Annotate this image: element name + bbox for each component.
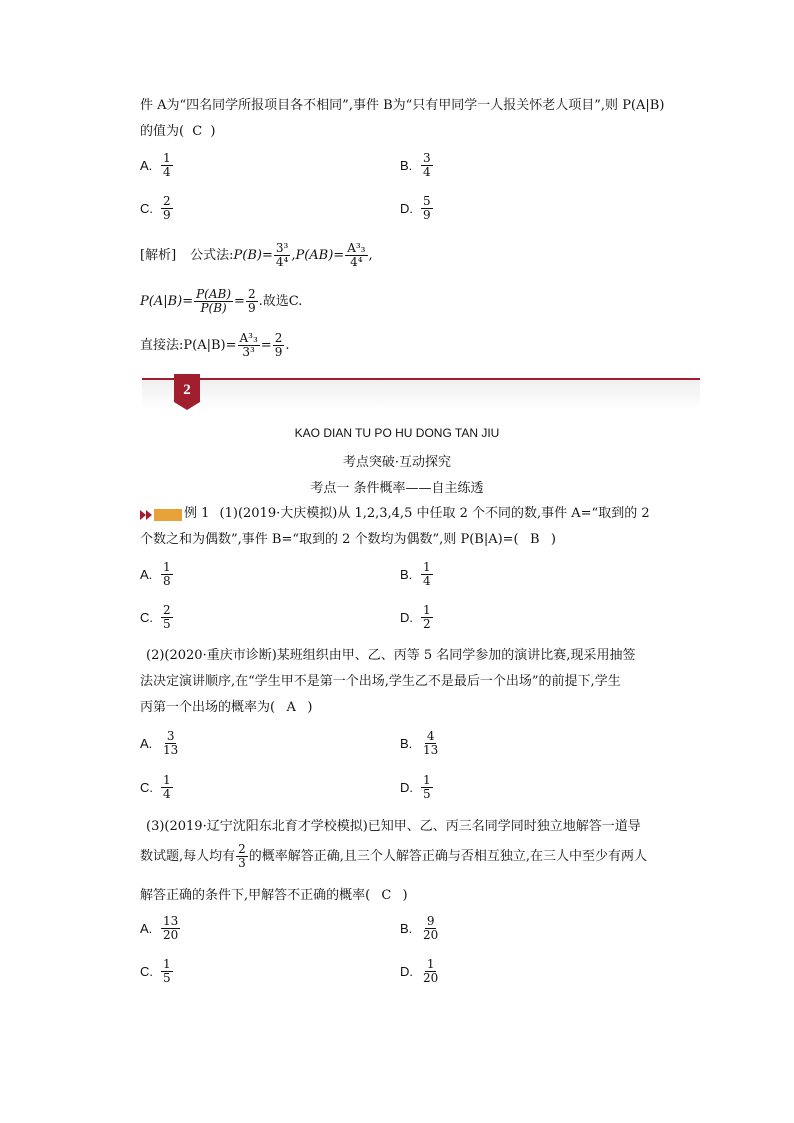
section-number-badge xyxy=(174,374,200,410)
solution-tag: [解析] xyxy=(140,247,177,263)
question-text-line xyxy=(140,122,215,142)
option-b: B. $\frac{4}{13}$ xyxy=(400,729,439,757)
question-stem: ) xyxy=(210,124,216,139)
section-pinyin: KAO DIAN TU PO HU DONG TAN JIU xyxy=(294,426,500,440)
example-question-line: 例 1 (1)(2019·大庆模拟)从 1,2,3,4,5 中任取 2 个不同的数,事件 A=“取到的 2 xyxy=(184,506,650,521)
question-stem: 的值为( xyxy=(140,124,185,139)
example-question-line: 解答正确的条件下,甲解答不正确的概率( C ) xyxy=(140,886,408,906)
section-number: 2 xyxy=(183,382,191,398)
example-label: 例 1 xyxy=(184,506,210,521)
option-b: B. $\frac{1}{4}$ xyxy=(400,560,431,588)
example-question-line: 法决定演讲顺序,在“学生甲不是第一个出场,学生乙不是最后一个出场”的前提下,学生 xyxy=(140,674,621,689)
example-question-line: 个数之和为偶数”,事件 B=“取到的 2 个数均为偶数”,则 P(B|A)=( B ) xyxy=(140,530,556,550)
option-a: A. $\frac{1}{8}$ xyxy=(140,560,171,588)
answer-choice: C xyxy=(192,124,203,139)
option-d: D. $\frac{1}{5}$ xyxy=(400,773,431,801)
solution-conditional-line: P(A|B)= $\frac{P(AB)}{P(B)}$ = $\frac{2}{9}$ .故选C. xyxy=(140,287,303,315)
option-c: C. $\frac{2}{9}$ xyxy=(140,194,171,222)
option-b: B. $\frac{3}{4}$ xyxy=(400,151,431,179)
section-divider xyxy=(142,378,700,380)
option-b: B. $\frac{9}{20}$ xyxy=(400,914,439,942)
example-question-line: (2)(2020·重庆市诊断)某班组织由甲、乙、丙等 5 名同学参加的演讲比赛,现采用抽签 xyxy=(146,648,636,663)
option-c: C. $\frac{1}{5}$ xyxy=(140,957,171,985)
solution-formula-line: [解析] 公式法: P(B)= $\frac{\text{3³}}{\text{4⁴}}$ ,P(AB)= $\frac{\text{A³₃}}{\text{4⁴}}$ , xyxy=(140,241,373,269)
answer-choice: B xyxy=(530,532,540,547)
option-d: D. $\frac{5}{9}$ xyxy=(400,194,431,222)
example-question-line: (3)(2019·辽宁沈阳东北育才学校模拟)已知甲、乙、丙三名同学同时独立地解答一道导 xyxy=(146,819,641,834)
option-a: A. $\frac{13}{20}$ xyxy=(140,914,179,942)
option-d: D. $\frac{1}{2}$ xyxy=(400,603,431,631)
section-banner-shade xyxy=(142,380,700,410)
section-subtitle: 考点一 条件概率——自主练透 xyxy=(310,481,484,496)
question-text-line: 件 A为“四名同学所报项目各不相同”,事件 B为“只有甲同学一人报关怀老人项目”,则 P(A|B) xyxy=(140,98,665,113)
option-c: C. $\frac{1}{4}$ xyxy=(140,773,171,801)
answer-choice: A xyxy=(286,700,296,715)
example-marker-icon xyxy=(140,508,184,522)
option-d: D. $\frac{1}{20}$ xyxy=(400,957,439,985)
example-question-line: 数试题,每人均有 $\frac{2}{3}$ 的概率解答正确,且三个人解答正确与否相互独立,在三人中至少有两人 xyxy=(140,842,648,870)
section-title: 考点突破·互动探究 xyxy=(342,455,452,470)
option-a: A. $\frac{3}{13}$ xyxy=(140,729,179,757)
example-question-line: 丙第一个出场的概率为( A ) xyxy=(140,698,312,718)
solution-direct-line: 直接法:P(A|B)= $\frac{\text{A³₃}}{\text{3³}}$ = $\frac{2}{9}$ . xyxy=(140,331,290,359)
option-c: C. $\frac{2}{5}$ xyxy=(140,603,171,631)
option-a: A. $\frac{1}{4}$ xyxy=(140,151,171,179)
answer-choice: C xyxy=(381,888,392,903)
